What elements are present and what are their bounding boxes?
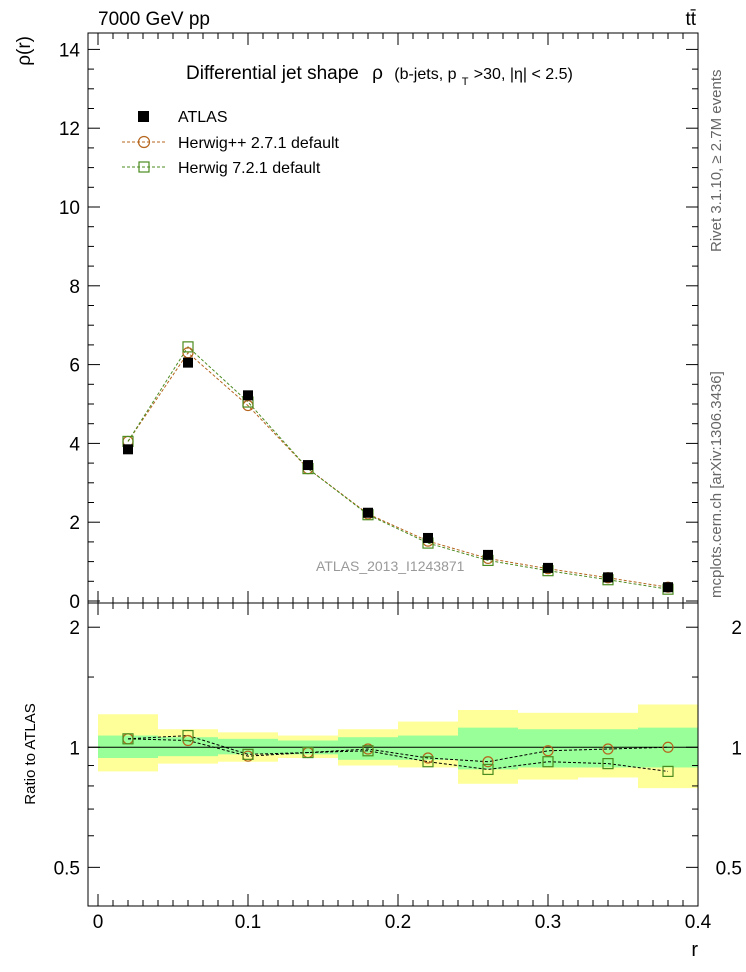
atlas-point — [423, 533, 433, 543]
ratio-y-tick-label-right: 2 — [731, 618, 742, 640]
main-y-tick-label: 8 — [69, 276, 80, 298]
mcplots-label: mcplots.cern.ch [arXiv:1306.3436] — [708, 371, 725, 598]
main-title — [186, 63, 573, 90]
atlas-point — [183, 358, 193, 368]
energy-label: 7000 GeV pp — [98, 9, 210, 30]
ratio-uncertainty-bands — [88, 705, 698, 789]
main-data-marks — [123, 342, 673, 594]
legend-atlas-marker — [138, 111, 149, 122]
ratio-y-tick-label: 0.5 — [53, 858, 80, 880]
x-axis-label: r — [691, 939, 698, 961]
title-cut-pre: (b-jets, p — [394, 66, 457, 83]
main-y-tick-label: 10 — [58, 198, 80, 219]
ratio-panel — [22, 603, 742, 906]
main-y-tick-label: 6 — [69, 355, 80, 377]
inner-band-bin — [218, 739, 278, 755]
x-tick-label: 0 — [92, 912, 104, 933]
ratio-y-axis-label: Ratio to ATLAS — [22, 703, 39, 805]
main-y-tick-label: 0 — [69, 592, 80, 613]
title-rho: ρ — [372, 63, 383, 84]
legend-atlas-label: ATLAS — [178, 109, 228, 126]
herwig7-line — [128, 347, 668, 589]
atlas-point — [303, 460, 313, 470]
x-tick-label: 0.3 — [534, 912, 562, 933]
atlas-point — [363, 508, 373, 518]
atlas-point — [543, 563, 553, 573]
legend-herwigpp-label: Herwig++ 2.7.1 default — [178, 135, 339, 152]
atlas-point — [483, 550, 493, 560]
x-tick-label: 0.2 — [384, 912, 412, 933]
main-y-tick-label: 14 — [58, 40, 80, 62]
legend — [122, 109, 340, 177]
herwigpp-line — [128, 353, 668, 587]
inner-band-bin — [458, 728, 518, 770]
atlas-point — [663, 582, 673, 592]
x-tick-label: 0.1 — [234, 912, 262, 933]
process-label: tt̄ — [685, 9, 696, 30]
x-tick-labels — [93, 912, 712, 933]
title-cut-post: >30, |η| < 2.5) — [473, 66, 573, 83]
main-y-tick-labels — [59, 40, 81, 613]
main-y-tick-label: 4 — [69, 434, 80, 456]
inner-band-bin — [338, 737, 398, 760]
x-tick-label: 0.4 — [684, 912, 712, 933]
title-cut-sub: T — [461, 76, 469, 88]
main-y-axis-label: ρ(r) — [14, 36, 35, 66]
ratio-y-tick-label: 2 — [69, 618, 80, 640]
rivet-label: Rivet 3.1.10, ≥ 2.7M events — [708, 69, 725, 252]
legend-herwig7-label: Herwig 7.2.1 default — [178, 160, 321, 177]
ratio-y-tick-label: 1 — [69, 738, 80, 760]
inner-band-bin — [518, 729, 578, 767]
atlas-point — [603, 572, 613, 582]
main-y-tick-label: 2 — [69, 513, 80, 535]
ratio-y-tick-label-right: 0.5 — [715, 858, 742, 880]
ratio-y-tick-label-right: 1 — [731, 738, 742, 760]
main-panel — [14, 33, 698, 613]
title-main: Differential jet shape — [186, 63, 359, 84]
atlas-point — [123, 444, 133, 454]
atlas-point — [243, 390, 253, 400]
analysis-watermark: ATLAS_2013_I1243871 — [316, 558, 465, 574]
main-y-tick-label: 12 — [58, 119, 80, 141]
